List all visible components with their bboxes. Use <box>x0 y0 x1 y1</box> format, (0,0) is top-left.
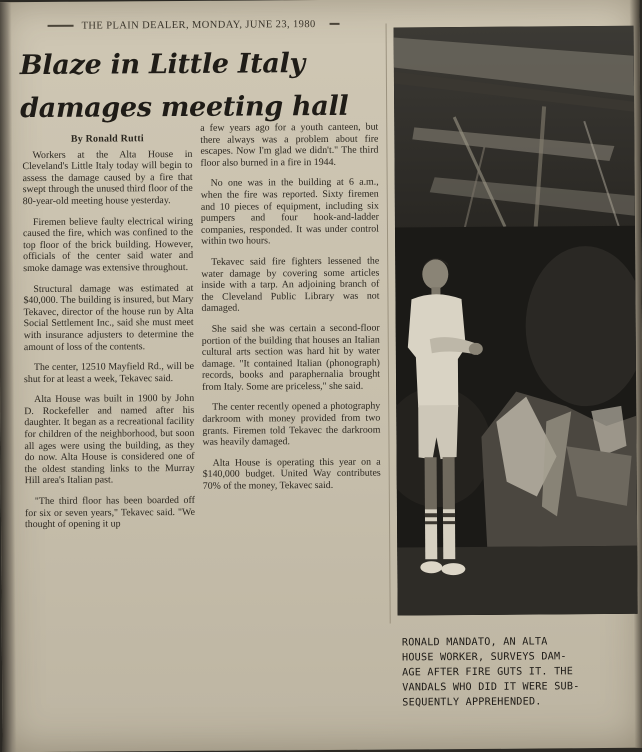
paragraph: Workers at the Alta House in Cleveland's Little Italy today will begin to assess the damage caused by a fire that swept through the unused third floor of the 80-year-old meeting house yesterday. <box>22 148 193 208</box>
article-headline <box>20 42 381 131</box>
caption-line: HOUSE WORKER, SURVEYS DAM- <box>401 651 567 664</box>
paragraph: No one was in the building at 6 a.m., when the fire was reported. Sixty firemen and 10 pieces of equipment, including six pumpers and four hook-and-ladder companies, responded. It was under control within two hours. <box>200 176 380 248</box>
paragraph: The center, 12510 Mayfield Rd., will be shut for at least a week, Tekavec said. <box>23 360 194 385</box>
paragraph: Firemen believe faulty electrical wiring caused the fire, which was confined to the top floor of the brick building. However, officials of the center said water and smoke damage was extensive throughout. <box>22 215 194 275</box>
newspaper-masthead <box>48 16 368 34</box>
caption-line: RONALD MANDATO, AN ALTA <box>401 636 548 649</box>
paragraph: Alta House was built in 1900 by John D. Rockefeller and named after his daughter. It began as a recreational facility for children of the neighborhood, but soon all ages were using the building, as they do now. Alta House is considered one of the oldest standing links to the Murray Hill area's Italian past. <box>24 393 195 487</box>
caption-line: SEQUENTLY APPREHENDED. <box>402 696 542 709</box>
paragraph: She said she was certain a second-floor portion of the building that houses an Italian cultural arts section was hard hit by water damage. "It contained Italian (phonograph) records, books and paraphernalia brought from Italy. Some are priceless," she said. <box>201 322 381 393</box>
photo-fire-damage-worker <box>394 26 638 616</box>
headline-line-1: Blaze in Little Italy <box>19 48 305 82</box>
paragraph: "The third floor has been boarded off for six or seven years," Tekavec said. "We thought of opening it up <box>24 494 195 531</box>
byline: By Ronald Rutti <box>70 133 144 145</box>
news-photo <box>394 26 638 616</box>
headline-line-2: damages meeting hall <box>20 90 349 125</box>
article-column-1 <box>22 133 195 540</box>
caption-line: AGE AFTER FIRE GUTS IT. THE <box>402 666 574 679</box>
article-column-2 <box>200 122 381 502</box>
caption-line: VANDALS WHO DID IT WERE SUB- <box>402 681 580 694</box>
paragraph: Structural damage was estimated at $40,000. The building is insured, but Mary Tekavec, director of the house run by Alta Social Settlement Inc., said she must meet with insurance adjusters to determine the amount of loss of the contents. <box>23 282 194 353</box>
paragraph: Tekavec said fire fighters lessened the water damage by covering some articles inside with a tarp. An adjoining branch of the Cleveland Public Library was not damaged. <box>201 255 380 315</box>
paragraph: Alta House is operating this year on a $140,000 budget. United Way contributes 70% of the money, Tekavec said. <box>202 456 381 492</box>
paragraph: a few years ago for a youth canteen, but there always was a problem about fire escapes. Now I'm glad we didn't." The third floor also burned in a fire in 1944. <box>200 121 379 169</box>
album-binding-edge <box>0 2 17 752</box>
masthead-rule-left <box>48 25 74 27</box>
photo-caption <box>402 634 635 711</box>
paragraph: The center recently opened a photography darkroom with money provided from two grants. Firemen told Tekavec the darkroom was heavily damaged. <box>202 401 381 449</box>
masthead-rule-right <box>330 23 340 25</box>
column-divider <box>386 24 391 624</box>
masthead-text: THE PLAIN DEALER, MONDAY, JUNE 23, 1980 <box>81 18 316 32</box>
